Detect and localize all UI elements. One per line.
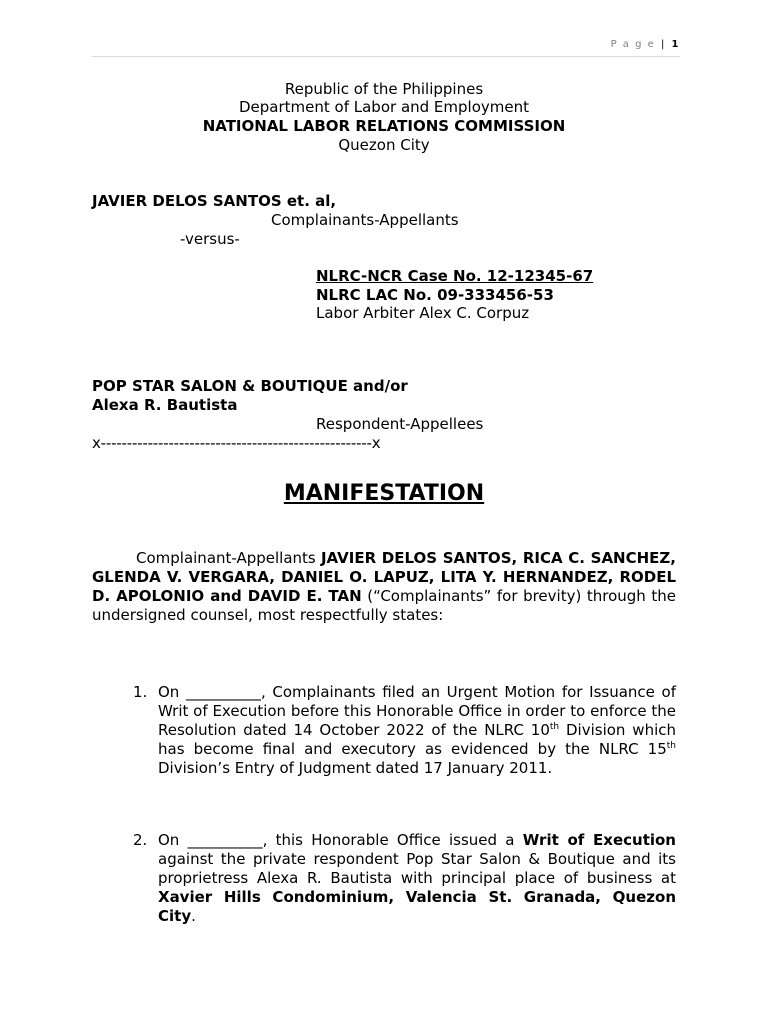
item-text-part: Division which has become final and executory as evidenced by the NLRC 15 bbox=[158, 721, 676, 758]
page-value: 1 bbox=[671, 39, 680, 50]
item-bold-address: Xavier Hills Condominium, Valencia St. Granada, Quezon City bbox=[158, 888, 676, 925]
respondent-role: Respondent-Appellees bbox=[316, 415, 484, 433]
item-text bbox=[158, 683, 676, 778]
respondent-proprietress: Alexa R. Bautista bbox=[92, 396, 238, 414]
item-text-part: Division’s Entry of Judgment dated 17 January 2011. bbox=[158, 759, 553, 777]
intro-lead: Complainant-Appellants bbox=[136, 549, 321, 567]
document-title: MANIFESTATION bbox=[283, 481, 485, 506]
complainants-name: JAVIER DELOS SANTOS et. al, bbox=[92, 192, 337, 210]
respondent-name: POP STAR SALON & BOUTIQUE and/or bbox=[92, 377, 408, 395]
lac-number: NLRC LAC No. 09-333456-53 bbox=[316, 286, 554, 304]
caption-separator: x----------------------------------------------------x bbox=[92, 434, 381, 452]
header-department: Department of Labor and Employment bbox=[239, 98, 529, 116]
header-rule bbox=[92, 56, 680, 57]
item-number: 1. bbox=[133, 683, 148, 701]
ordinal-suffix: th bbox=[549, 722, 560, 732]
page-separator: | bbox=[660, 39, 666, 50]
ordinal-suffix: th bbox=[666, 741, 676, 751]
list-item bbox=[133, 683, 676, 778]
intro-names: JAVIER DELOS SANTOS, RICA C. SANCHEZ, GLENDA V. VERGARA, DANIEL O. LAPUZ, LITA Y. HERNANDEZ, RODEL D. APOLONIO and DAVID E. TAN bbox=[92, 549, 676, 605]
item-text-part: against the private respondent Pop Star Salon & Boutique and its proprietress Alexa R. Bautista with principal place of business at bbox=[158, 850, 676, 887]
complainants-role: Complainants-Appellants bbox=[271, 211, 459, 229]
versus-label: -versus- bbox=[180, 230, 240, 248]
labor-arbiter: Labor Arbiter Alex C. Corpuz bbox=[316, 304, 530, 322]
item-text-part: On __________, this Honorable Office issued a bbox=[158, 831, 523, 849]
item-bold-term: Writ of Execution bbox=[522, 831, 676, 849]
case-number: NLRC-NCR Case No. 12-12345-67 bbox=[316, 267, 594, 285]
item-text-part: On __________, Complainants filed an Urgent Motion for Issuance of Writ of Execution before this Honorable Office in order to enforce the Resolution dated 14 October 2022 of the NLRC 10 bbox=[158, 683, 676, 739]
item-number: 2. bbox=[133, 831, 148, 849]
header-republic: Republic of the Philippines bbox=[284, 80, 484, 98]
item-text bbox=[158, 831, 676, 926]
header-commission: NATIONAL LABOR RELATIONS COMMISSION bbox=[202, 117, 566, 135]
item-text-part: . bbox=[191, 907, 196, 925]
page-number bbox=[611, 38, 680, 52]
list-item bbox=[133, 831, 676, 926]
intro-paragraph bbox=[92, 549, 676, 625]
page-label: P a g e bbox=[610, 39, 656, 50]
header-city: Quezon City bbox=[338, 136, 430, 154]
intro-rest: (“Complainants” for brevity) through the undersigned counsel, most respectfully states: bbox=[92, 587, 676, 624]
